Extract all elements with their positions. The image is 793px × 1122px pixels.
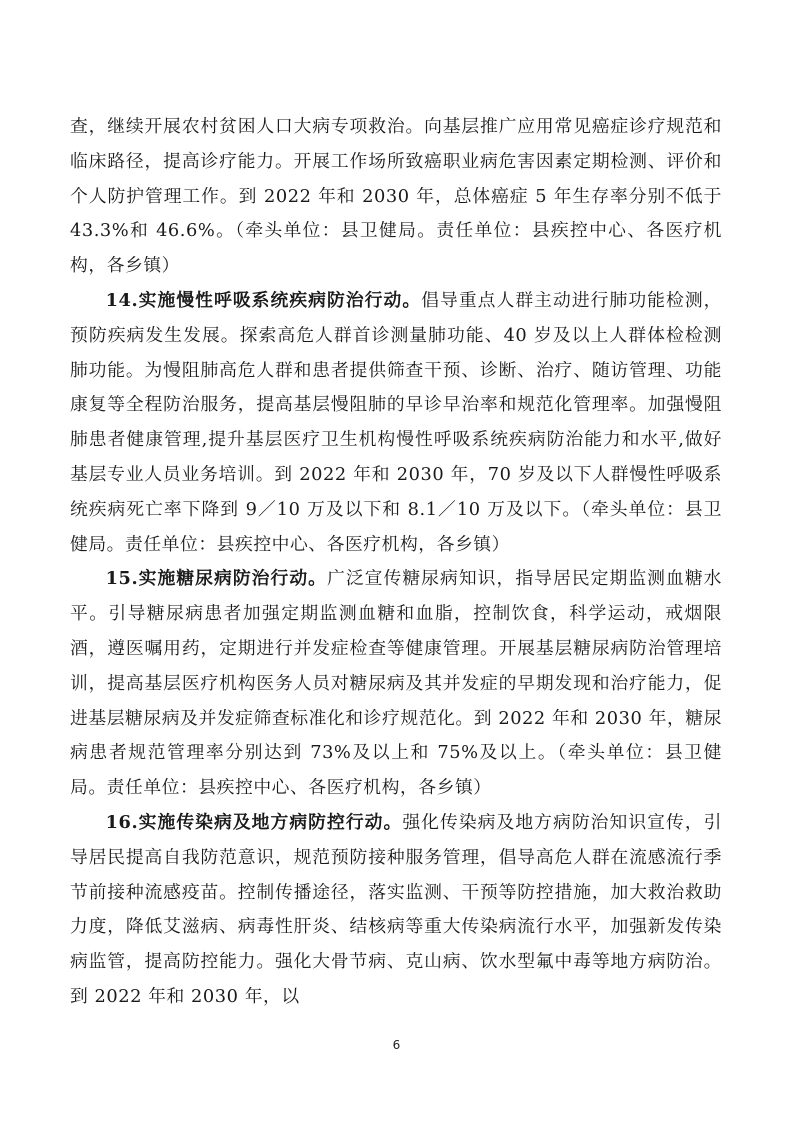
paragraph-diabetes: [70, 562, 722, 806]
section-heading-14: 14.实施慢性呼吸系统疾病防治行动。: [105, 289, 422, 311]
paragraph-body: 广泛宣传糖尿病知识，指导居民定期监测血糖水平。引导糖尿病患者加强定期监测血糖和血脂，控制饮食，科学运动，戒烟限酒，遵医嘱用药，定期进行并发症检查等健康管理。开展基层糖尿病防治管理培训，提高基层医疗机构医务人员对糖尿病及其并发症的早期发现和治疗能力，促进基层糖尿病及并发症筛查标准化和诊疗规范化。到 2022 年和 2030 年，糖尿病患者规范管理率分别达到 73%及以上和 75%及以上。（牵头单位：县卫健局。责任单位：县疾控中心、各医疗机构，各乡镇）: [70, 568, 722, 799]
paragraph-body: 倡导重点人群主动进行肺功能检测，预防疾病发生发展。探索高危人群首诊测量肺功能、40 岁及以上人群体检检测肺功能。为慢阻肺高危人群和患者提供筛查干预、诊断、治疗、随访管理、功能康复等全程防治服务，提高基层慢阻肺的早诊早治率和规范化管理率。加强慢阻肺患者健康管理,提升基层医疗卫生机构慢性呼吸系统疾病防治能力和水平,做好基层专业人员业务培训。到 2022 年和 2030 年，70 岁及以下人群慢性呼吸系统疾病死亡率下降到 9／10 万及以下和 8.1／10 万及以下。（牵头单位：县卫健局。责任单位：县疾控中心、各医疗机构，各乡镇）: [70, 289, 722, 555]
section-heading-15: 15.实施糖尿病防治行动。: [105, 568, 328, 590]
paragraph-continued-cancer: [70, 110, 722, 284]
section-heading-16: 16.实施传染病及地方病防控行动。: [105, 811, 403, 833]
paragraph-respiratory-disease: [70, 284, 722, 562]
page-number: 6: [392, 1038, 401, 1052]
paragraph-body: 查，继续开展农村贫困人口大病专项救治。向基层推广应用常见癌症诊疗规范和临床路径，提高诊疗能力。开展工作场所致癌职业病危害因素定期检测、评价和个人防护管理工作。到 2022 年和 2030 年，总体癌症 5 年生存率分别不低于 43.3%和 46.6%。（牵头单位：县卫健局。责任单位：县疾控中心、各医疗机构，各乡镇）: [70, 116, 722, 277]
paragraph-infectious-disease: [70, 806, 722, 1015]
document-body: [70, 110, 722, 1015]
paragraph-body: 强化传染病及地方病防治知识宣传，引导居民提高自我防范意识，规范预防接种服务管理，倡导高危人群在流感流行季节前接种流感疫苗。控制传播途径，落实监测、干预等防控措施，加大救治救助力度，降低艾滋病、病毒性肝炎、结核病等重大传染病流行水平，加强新发传染病监管，提高防控能力。强化大骨节病、克山病、饮水型氟中毒等地方病防治。到 2022 年和 2030 年，以: [70, 811, 722, 1007]
